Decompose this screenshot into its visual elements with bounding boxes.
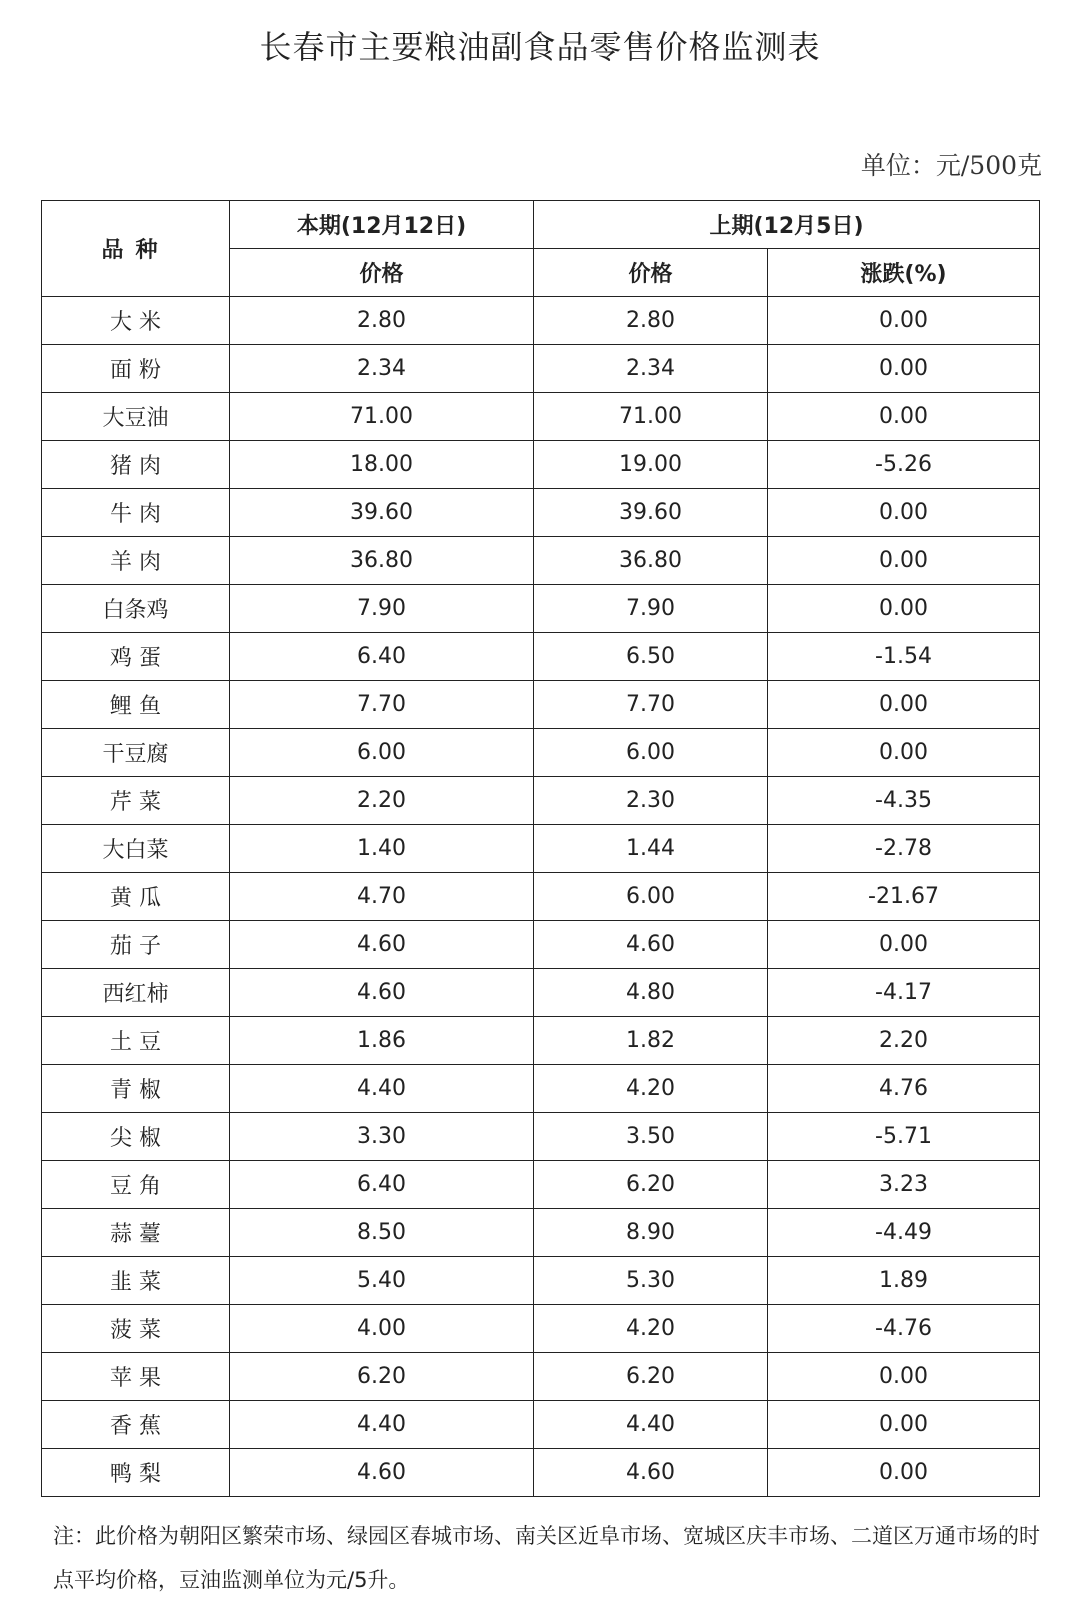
table-row [42,441,1040,489]
header-current-price: 价格 [230,249,534,297]
previous-price-cell: 5.30 [534,1257,768,1305]
item-name-cell: 大豆油 [42,393,230,441]
current-price-cell: 6.40 [230,1161,534,1209]
previous-price-cell: 4.80 [534,969,768,1017]
previous-price-cell: 4.20 [534,1065,768,1113]
table-row [42,1353,1040,1401]
change-percent-cell: -2.78 [768,825,1040,873]
previous-price-cell: 4.60 [534,921,768,969]
table-row [42,1209,1040,1257]
change-percent-cell: -4.17 [768,969,1040,1017]
previous-price-cell: 6.00 [534,873,768,921]
change-percent-cell: 0.00 [768,297,1040,345]
item-name-cell: 黄 瓜 [42,873,230,921]
page-title: 长春市主要粮油副食品零售价格监测表 [259,28,821,66]
table-body [42,297,1040,1497]
change-percent-cell: 0.00 [768,1353,1040,1401]
previous-price-cell: 2.34 [534,345,768,393]
current-price-cell: 39.60 [230,489,534,537]
current-price-cell: 2.20 [230,777,534,825]
table-row [42,1449,1040,1497]
change-percent-cell: 0.00 [768,1449,1040,1497]
change-percent-cell: -5.71 [768,1113,1040,1161]
previous-price-cell: 8.90 [534,1209,768,1257]
previous-price-cell: 3.50 [534,1113,768,1161]
change-percent-cell: 0.00 [768,537,1040,585]
previous-price-cell: 2.30 [534,777,768,825]
table-row [42,489,1040,537]
table-row [42,1113,1040,1161]
item-name-cell: 豆 角 [42,1161,230,1209]
table-row [42,297,1040,345]
current-price-cell: 4.40 [230,1065,534,1113]
current-price-cell: 6.20 [230,1353,534,1401]
previous-price-cell: 7.70 [534,681,768,729]
current-price-cell: 4.00 [230,1305,534,1353]
table-row [42,777,1040,825]
table-row [42,1017,1040,1065]
change-percent-cell: -4.49 [768,1209,1040,1257]
previous-price-cell: 19.00 [534,441,768,489]
current-price-cell: 4.60 [230,1449,534,1497]
current-price-cell: 4.70 [230,873,534,921]
previous-price-cell: 39.60 [534,489,768,537]
item-name-cell: 尖 椒 [42,1113,230,1161]
current-price-cell: 1.86 [230,1017,534,1065]
change-percent-cell: 2.20 [768,1017,1040,1065]
current-price-cell: 6.40 [230,633,534,681]
header-current-period: 本期(12月12日) [230,201,534,249]
table-row [42,393,1040,441]
current-price-cell: 4.40 [230,1401,534,1449]
item-name-cell: 茄 子 [42,921,230,969]
current-price-cell: 5.40 [230,1257,534,1305]
table-row [42,921,1040,969]
previous-price-cell: 6.50 [534,633,768,681]
change-percent-cell: 0.00 [768,585,1040,633]
previous-price-cell: 7.90 [534,585,768,633]
header-previous-period: 上期(12月5日) [534,201,1040,249]
table-row [42,969,1040,1017]
table-row [42,345,1040,393]
change-percent-cell: -21.67 [768,873,1040,921]
table-row [42,729,1040,777]
previous-price-cell: 36.80 [534,537,768,585]
table-row [42,873,1040,921]
current-price-cell: 6.00 [230,729,534,777]
item-name-cell: 白条鸡 [42,585,230,633]
unit-label: 单位：元/500克 [860,151,1042,180]
current-price-cell: 2.80 [230,297,534,345]
current-price-cell: 36.80 [230,537,534,585]
change-percent-cell: 0.00 [768,681,1040,729]
table-row [42,681,1040,729]
item-name-cell: 香 蕉 [42,1401,230,1449]
footnote: 注：此价格为朝阳区繁荣市场、绿园区春城市场、南关区近阜市场、宽城区庆丰市场、二道区万通市场的时点平均价格，豆油监测单位为元/5升。 [53,1524,1040,1592]
item-name-cell: 牛 肉 [42,489,230,537]
change-percent-cell: 0.00 [768,489,1040,537]
item-name-cell: 鸡 蛋 [42,633,230,681]
change-percent-cell: -4.76 [768,1305,1040,1353]
current-price-cell: 7.70 [230,681,534,729]
item-name-cell: 韭 菜 [42,1257,230,1305]
current-price-cell: 7.90 [230,585,534,633]
item-name-cell: 鲤 鱼 [42,681,230,729]
change-percent-cell: -1.54 [768,633,1040,681]
previous-price-cell: 4.40 [534,1401,768,1449]
item-name-cell: 鸭 梨 [42,1449,230,1497]
change-percent-cell: 0.00 [768,345,1040,393]
current-price-cell: 18.00 [230,441,534,489]
current-price-cell: 4.60 [230,921,534,969]
change-percent-cell: 4.76 [768,1065,1040,1113]
item-name-cell: 土 豆 [42,1017,230,1065]
item-name-cell: 菠 菜 [42,1305,230,1353]
item-name-cell: 羊 肉 [42,537,230,585]
table-row [42,633,1040,681]
previous-price-cell: 6.20 [534,1161,768,1209]
item-name-cell: 大白菜 [42,825,230,873]
table-row [42,1065,1040,1113]
change-percent-cell: 0.00 [768,393,1040,441]
header-row-1 [42,201,1040,249]
previous-price-cell: 6.20 [534,1353,768,1401]
change-percent-cell: 0.00 [768,729,1040,777]
item-name-cell: 西红柿 [42,969,230,1017]
current-price-cell: 4.60 [230,969,534,1017]
item-name-cell: 蒜 薹 [42,1209,230,1257]
item-name-cell: 芹 菜 [42,777,230,825]
item-name-cell: 大 米 [42,297,230,345]
previous-price-cell: 6.00 [534,729,768,777]
table-row [42,1305,1040,1353]
item-name-cell: 青 椒 [42,1065,230,1113]
previous-price-cell: 1.44 [534,825,768,873]
item-name-cell: 苹 果 [42,1353,230,1401]
item-name-cell: 面 粉 [42,345,230,393]
item-name-cell: 猪 肉 [42,441,230,489]
change-percent-cell: 0.00 [768,1401,1040,1449]
previous-price-cell: 2.80 [534,297,768,345]
current-price-cell: 2.34 [230,345,534,393]
change-percent-cell: 3.23 [768,1161,1040,1209]
previous-price-cell: 71.00 [534,393,768,441]
table-row [42,1401,1040,1449]
table-row [42,537,1040,585]
previous-price-cell: 4.20 [534,1305,768,1353]
current-price-cell: 3.30 [230,1113,534,1161]
header-item: 品种 [42,201,230,297]
previous-price-cell: 4.60 [534,1449,768,1497]
header-previous-price: 价格 [534,249,768,297]
previous-price-cell: 1.82 [534,1017,768,1065]
table-row [42,1257,1040,1305]
current-price-cell: 8.50 [230,1209,534,1257]
change-percent-cell: -4.35 [768,777,1040,825]
change-percent-cell: -5.26 [768,441,1040,489]
change-percent-cell: 1.89 [768,1257,1040,1305]
table-row [42,825,1040,873]
table-row [42,1161,1040,1209]
price-table [41,200,1040,1497]
current-price-cell: 1.40 [230,825,534,873]
header-change: 涨跌(%) [768,249,1040,297]
table-row [42,585,1040,633]
change-percent-cell: 0.00 [768,921,1040,969]
table-header [42,201,1040,297]
current-price-cell: 71.00 [230,393,534,441]
item-name-cell: 干豆腐 [42,729,230,777]
